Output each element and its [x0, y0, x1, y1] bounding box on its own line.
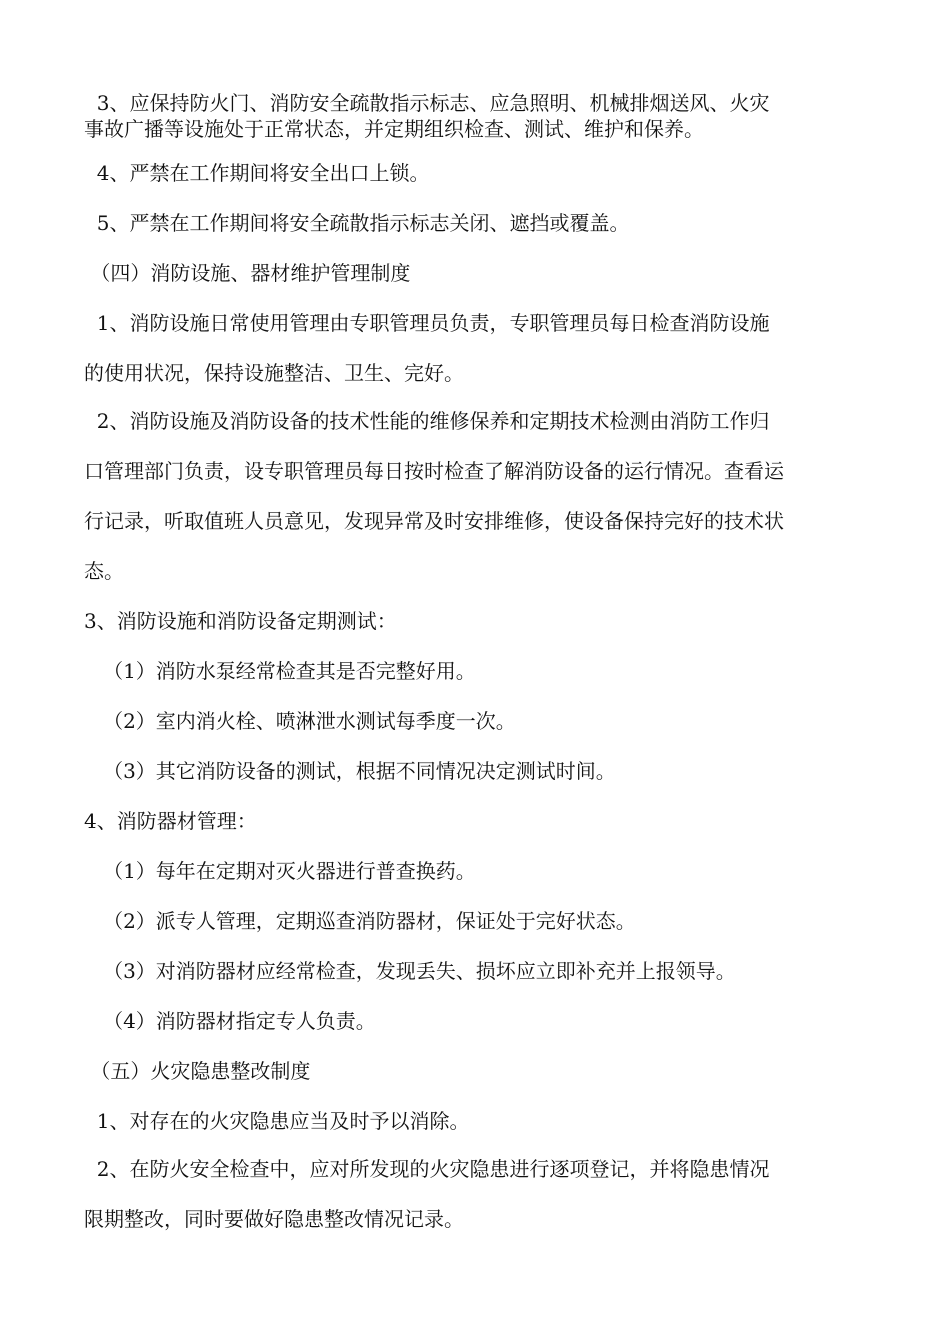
text-line: （2）室内消火栓、喷淋泄水测试每季度一次。	[84, 709, 516, 733]
paragraph-periodic-testing	[84, 608, 874, 634]
text-line: （4）消防器材指定专人负责。	[84, 1009, 376, 1033]
text-line: 3、消防设施和消防设备定期测试：	[84, 609, 397, 633]
text-line: （2）派专人管理，定期巡查消防器材，保证处于完好状态。	[84, 909, 636, 933]
text-line: （3）其它消防设备的测试，根据不同情况决定测试时间。	[84, 759, 616, 783]
list-item-water-pump	[84, 658, 874, 684]
text-line: （3）对消防器材应经常检查，发现丢失、损坏应立即补充并上报领导。	[84, 959, 736, 983]
list-item-hydrant-test	[84, 708, 874, 734]
paragraph-equipment-management	[84, 808, 874, 834]
list-item-regular-inspection	[84, 958, 874, 984]
text-line: （1）每年在定期对灭火器进行普查换药。	[84, 859, 476, 883]
text-line: 行记录，听取值班人员意见，发现异常及时安排维修，使设备保持完好的技术状	[84, 509, 784, 533]
text-line: 的使用状况，保持设施整洁、卫生、完好。	[84, 361, 464, 385]
text-line: 1、消防设施日常使用管理由专职管理员负责，专职管理员每日检查消防设施	[84, 311, 770, 335]
paragraph-eliminate-hazards	[84, 1108, 874, 1134]
paragraph-daily-management	[84, 298, 874, 398]
text-line: 3、应保持防火门、消防安全疏散指示标志、应急照明、机械排烟送风、火灾	[84, 91, 770, 115]
text-line: 2、在防火安全检查中，应对所发现的火灾隐患进行逐项登记，并将隐患情况	[84, 1157, 770, 1181]
text-line: 5、严禁在工作期间将安全疏散指示标志关闭、遮挡或覆盖。	[84, 211, 630, 235]
text-line: （五）火灾隐患整改制度	[84, 1059, 311, 1083]
list-item-other-equipment	[84, 758, 874, 784]
paragraph-fire-door-maintenance	[84, 90, 874, 142]
text-line: 限期整改，同时要做好隐患整改情况记录。	[84, 1207, 464, 1231]
section-heading-5	[84, 1058, 874, 1084]
text-line: 2、消防设施及消防设备的技术性能的维修保养和定期技术检测由消防工作归	[84, 409, 770, 433]
text-line: 4、消防器材管理：	[84, 809, 257, 833]
paragraph-no-locking-exits	[84, 160, 874, 186]
list-item-responsible-person	[84, 1008, 874, 1034]
section-heading-4	[84, 260, 874, 286]
paragraph-maintenance-testing	[84, 396, 874, 596]
list-item-dedicated-staff	[84, 908, 874, 934]
list-item-extinguisher-check	[84, 858, 874, 884]
text-line: 事故广播等设施处于正常状态，并定期组织检查、测试、维护和保养。	[84, 117, 704, 141]
text-line: （四）消防设施、器材维护管理制度	[84, 261, 411, 285]
paragraph-hazard-registration	[84, 1144, 874, 1244]
text-line: （1）消防水泵经常检查其是否完整好用。	[84, 659, 476, 683]
text-line: 4、严禁在工作期间将安全出口上锁。	[84, 161, 430, 185]
text-line: 态。	[84, 559, 124, 583]
paragraph-no-covering-signs	[84, 210, 874, 236]
text-line: 口管理部门负责，设专职管理员每日按时检查了解消防设备的运行情况。查看运	[84, 459, 784, 483]
text-line: 1、对存在的火灾隐患应当及时予以消除。	[84, 1109, 470, 1133]
